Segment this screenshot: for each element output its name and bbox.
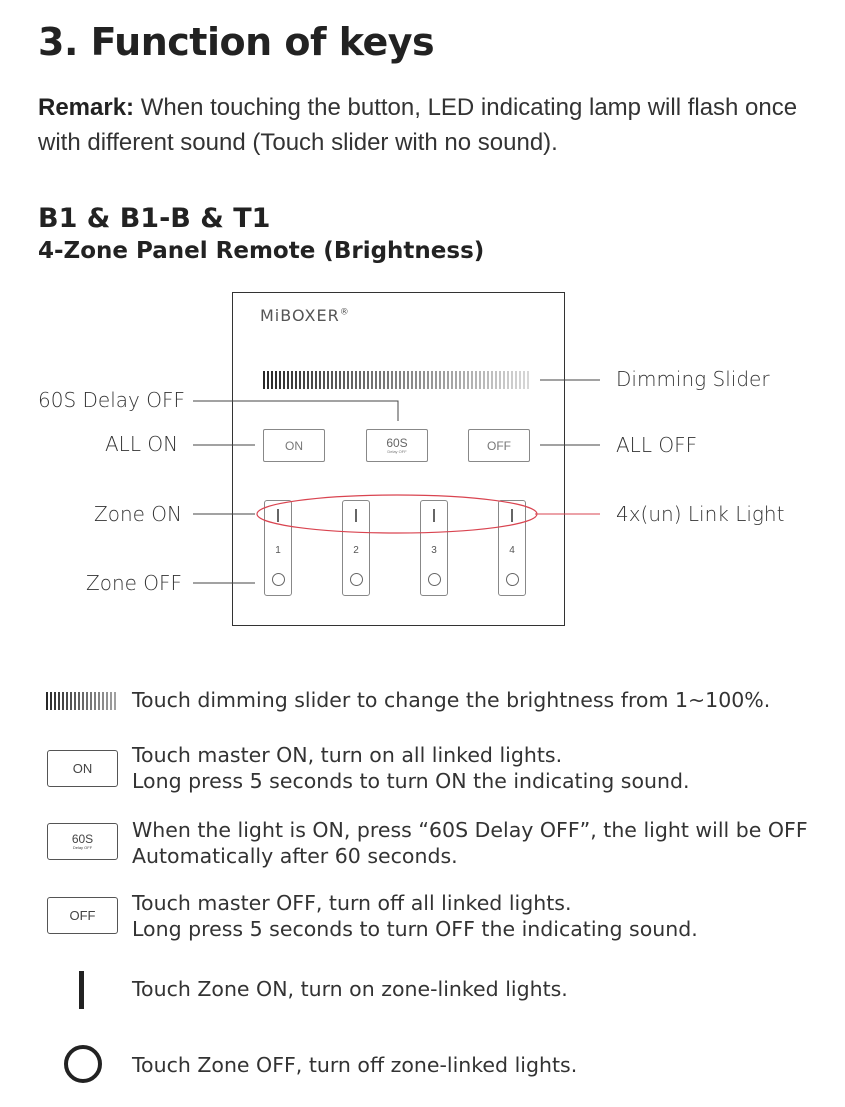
legend-off-label: OFF — [69, 908, 96, 923]
off-legend-line1: Touch master OFF, turn off all linked lights. — [132, 891, 572, 915]
zone-on-label: Zone ON — [94, 502, 182, 526]
slider-tick — [86, 692, 88, 710]
dimming-slider-label: Dimming Slider — [616, 367, 770, 391]
slider-tick — [54, 692, 56, 710]
legend-delay-small-label: Delay OFF — [72, 845, 93, 850]
slider-tick — [114, 692, 116, 710]
zone-number: 3 — [431, 545, 437, 556]
slider-legend-text: Touch dimming slider to change the brightness from 1~100%. — [132, 688, 771, 712]
legend-on-label: ON — [72, 761, 93, 776]
on-legend-line2: Long press 5 seconds to turn ON the indicating sound. — [132, 769, 690, 793]
slider-tick — [98, 692, 100, 710]
zone-number: 1 — [275, 545, 281, 556]
zone-on-bar-icon — [79, 971, 84, 1009]
panel-on-label: ON — [285, 438, 303, 453]
zone-off-circle-icon — [64, 1045, 102, 1083]
zone-off-legend-text: Touch Zone OFF, turn off zone-linked lights. — [132, 1053, 578, 1077]
slider-tick — [50, 692, 52, 710]
remark-label: Remark: — [38, 94, 135, 121]
link-light-highlight — [257, 495, 537, 533]
logo-text: MiBOXER — [260, 306, 340, 325]
all-on-label: ALL ON — [105, 432, 179, 456]
slider-tick — [58, 692, 60, 710]
page-title: 3. Function of keys — [38, 20, 435, 64]
zone-off-label: Zone OFF — [86, 571, 183, 595]
slider-tick — [78, 692, 80, 710]
delay-legend-line2: Automatically after 60 seconds. — [132, 844, 458, 868]
remark-text: When touching the button, LED indicating lamp will flash once with different sound (Touch slider with no sound). — [38, 94, 798, 156]
slider-tick — [62, 692, 64, 710]
slider-tick — [106, 692, 108, 710]
panel-delay-big-label: 60S — [386, 436, 408, 450]
zone-number: 4 — [509, 545, 515, 556]
slider-tick — [46, 692, 48, 710]
logo-registered-mark: ® — [339, 307, 350, 318]
slider-tick — [82, 692, 84, 710]
delay-off-line — [193, 401, 398, 421]
slider-tick — [94, 692, 96, 710]
delay-legend-line1: When the light is ON, press “60S Delay OFF”, the light will be OFF — [132, 818, 808, 842]
slider-tick — [90, 692, 92, 710]
delay-off-label: 60S Delay OFF — [38, 388, 185, 412]
slider-tick — [74, 692, 76, 710]
slider-legend-icon — [46, 692, 118, 710]
slider-tick — [70, 692, 72, 710]
zone-on-legend-text: Touch Zone ON, turn on zone-linked lights. — [132, 977, 568, 1001]
legend-off-button — [47, 897, 118, 934]
zone-number: 2 — [353, 545, 359, 556]
panel-off-label: OFF — [487, 438, 511, 453]
slider-tick — [102, 692, 104, 710]
model-name: B1 & B1-B & T1 — [38, 203, 271, 234]
model-subtitle: 4-Zone Panel Remote (Brightness) — [38, 238, 485, 264]
panel-delay-small-label: Delay OFF — [387, 449, 407, 454]
legend-delay-button — [47, 823, 118, 860]
legend-on-button — [47, 750, 118, 787]
all-off-label: ALL OFF — [616, 433, 698, 457]
on-legend-line1: Touch master ON, turn on all linked lights. — [132, 743, 563, 767]
slider-tick — [110, 692, 112, 710]
legend-delay-big-label: 60S — [71, 832, 94, 846]
off-legend-line2: Long press 5 seconds to turn OFF the indicating sound. — [132, 917, 698, 941]
slider-tick — [66, 692, 68, 710]
link-light-label: 4x(un) Link Light — [616, 502, 785, 526]
